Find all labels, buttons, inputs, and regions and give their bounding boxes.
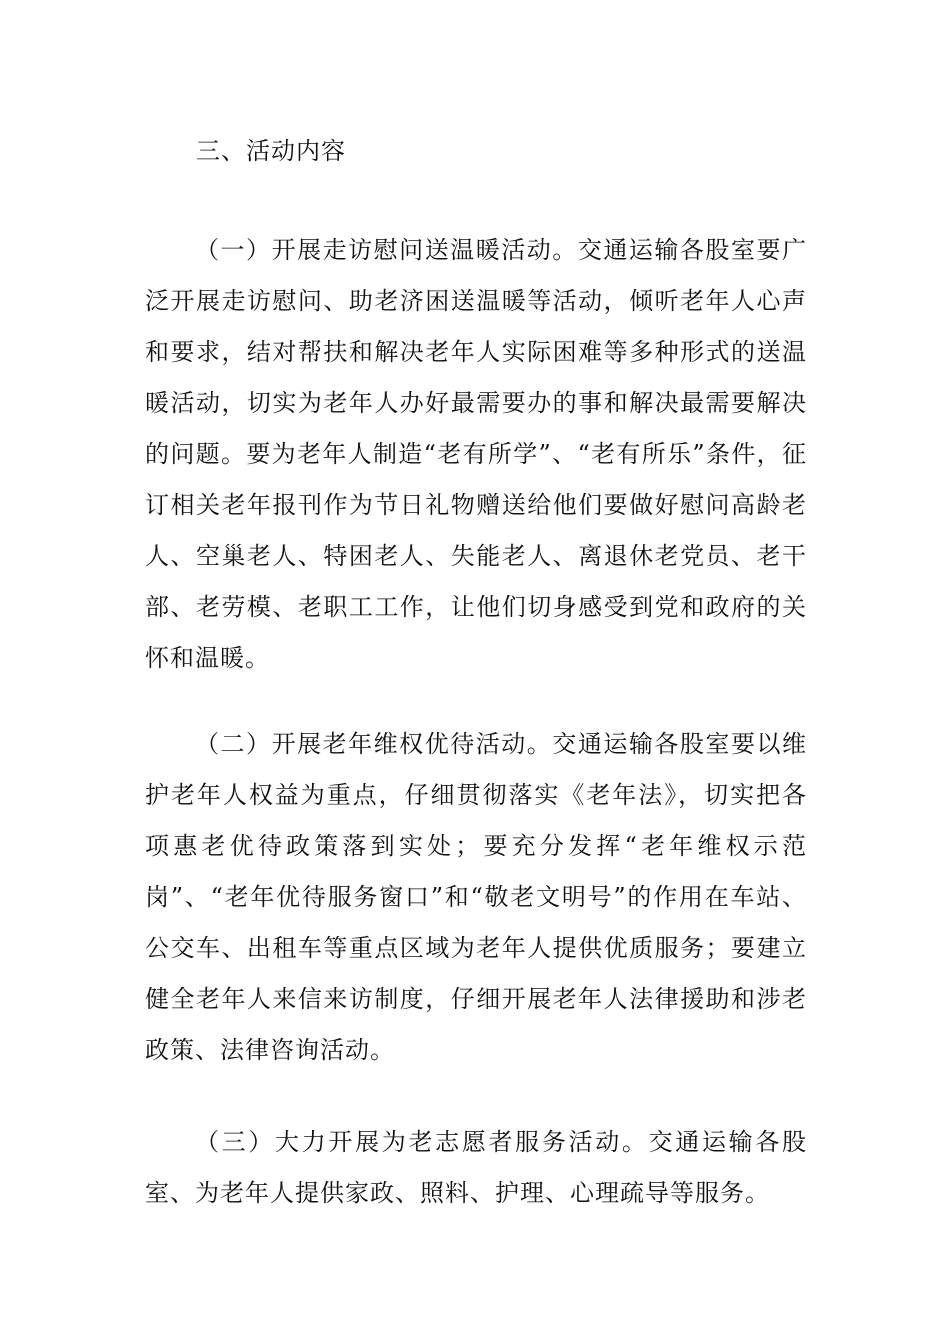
paragraph-visiting: （一）开展走访慰问送温暖活动。交通运输各股室要广泛开展走访慰问、助老济困送温暖等活动，倾听老年人心声和要求，结对帮扶和解决老年人实际困难等多种形式的送温暖活动，切实为老年人办好最需要办的事和解决最需要解决的问题。要为老年人制造“老有所学”、“老有所乐”条件，征订相关老年报刊作为节日礼物赠送给他们要做好慰问高龄老人、空巢老人、特困老人、失能老人、离退休老党员、老干部、老劳模、老职工工作，让他们切身感受到党和政府的关怀和温暖。 <box>145 236 807 672</box>
paragraph-volunteer: （三）大力开展为老志愿者服务活动。交通运输各股室、为老年人提供家政、照料、护理、心理疏导等服务。 <box>145 1128 807 1207</box>
section-heading: 三、活动内容 <box>196 137 346 165</box>
paragraph-rights: （二）开展老年维权优待活动。交通运输各股室要以维护老年人权益为重点，仔细贯彻落实《老年法》，切实把各项惠老优待政策落到实处；要充分发挥“老年维权示范岗”、“老年优待服务窗口”和“敬老文明号”的作用在车站、公交车、出租车等重点区域为老年人提供优质服务；要建立健全老年人来信来访制度，仔细开展老年人法律援助和涉老政策、法律咨询活动。 <box>145 730 807 1064</box>
